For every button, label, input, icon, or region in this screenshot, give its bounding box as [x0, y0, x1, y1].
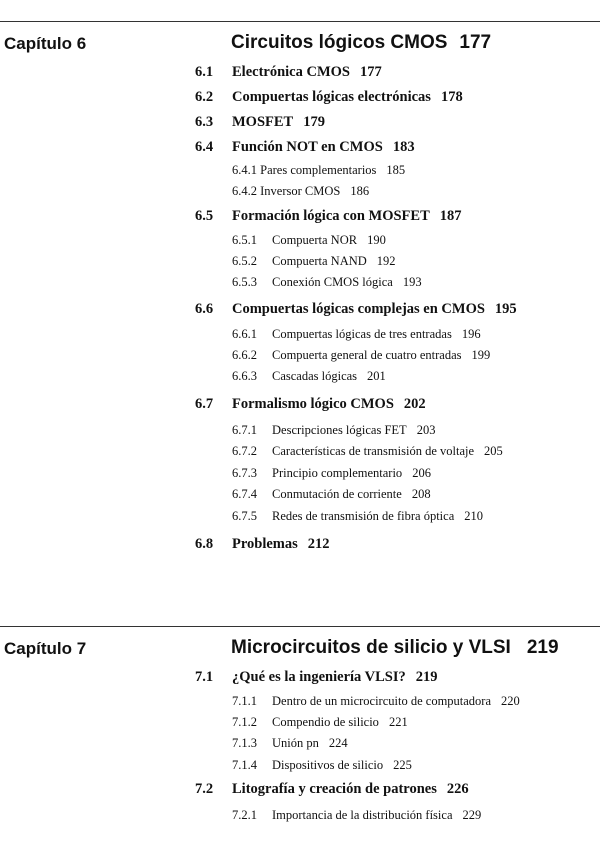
subsection-number: 6.5.3: [232, 275, 257, 289]
subsection-title: Conmutación de corriente: [272, 487, 402, 501]
toc-subsection: [232, 715, 408, 730]
toc-subsection: [232, 369, 386, 384]
section-page: 183: [392, 139, 415, 155]
subsection-number: 7.1.3: [232, 736, 257, 750]
section-number: 6.3: [195, 114, 214, 130]
subsection-number: 7.1.4: [232, 758, 257, 772]
section-number: 6.6: [195, 301, 214, 317]
toc-subsection: [232, 736, 348, 751]
toc-subsection: [232, 466, 431, 481]
section-title: Litografía y creación de patrones: [232, 781, 437, 797]
subsection-title: Inversor CMOS: [260, 184, 341, 198]
section-title: ¿Qué es la ingeniería VLSI?: [232, 669, 406, 685]
subsection-page: 205: [484, 444, 503, 458]
section-title: Problemas: [232, 536, 298, 552]
subsection-page: 220: [501, 694, 520, 708]
subsection-page: 203: [416, 423, 436, 437]
chapter-7-page: 219: [526, 637, 559, 658]
section-title: Formación lógica con MOSFET: [232, 208, 430, 224]
subsection-title: Dispositivos de silicio: [272, 758, 384, 772]
subsection-title: Descripciones lógicas FET: [272, 423, 407, 437]
subsection-title: Unión pn: [272, 736, 319, 750]
subsection-title: Compuerta general de cuatro entradas: [272, 348, 462, 362]
subsection-page: 225: [393, 758, 412, 772]
subsection-page: 190: [367, 233, 386, 247]
toc-subsection: [232, 808, 481, 823]
section-title: Compuertas lógicas electrónicas: [232, 89, 431, 105]
section-title: Electrónica CMOS: [232, 64, 350, 80]
subsection-title: Pares complementarios: [260, 163, 377, 177]
subsection-title: Redes de transmisión de fibra óptica: [272, 509, 455, 523]
chapter-7-label: Capítulo 7: [4, 639, 87, 658]
chapter-7-title-line: [231, 637, 559, 659]
toc-subsection: [232, 275, 422, 290]
subsection-number: 6.7.2: [232, 444, 257, 458]
subsection-page: 221: [388, 715, 408, 729]
section-number: 6.5: [195, 208, 214, 224]
subsection-title: Dentro de un microcircuito de computadora: [272, 694, 492, 708]
subsection-page: 193: [402, 275, 422, 289]
subsection-number: 6.5.1: [232, 233, 257, 247]
toc-subsection: [232, 327, 481, 342]
section-number: 6.1: [195, 64, 214, 80]
subsection-number: 6.7.4: [232, 487, 257, 501]
toc-section: [195, 536, 330, 553]
subsection-title: Conexión CMOS lógica: [272, 275, 393, 289]
subsection-page: 185: [386, 163, 406, 177]
subsection-title: Principio complementario: [272, 466, 403, 480]
subsection-number: 6.4.2: [232, 184, 257, 198]
subsection-page: 199: [471, 348, 491, 362]
section-number: 6.2: [195, 89, 214, 105]
section-title: Formalismo lógico CMOS: [232, 396, 394, 412]
toc-section: [195, 139, 415, 156]
section-number: 7.2: [195, 781, 214, 797]
subsection-page: 224: [328, 736, 348, 750]
subsection-number: 6.7.5: [232, 509, 257, 523]
subsection-number: 7.1.2: [232, 715, 257, 729]
subsection-page: 206: [412, 466, 431, 480]
toc-section: [195, 396, 426, 413]
chapter-6-rule: [0, 21, 600, 22]
toc-section: [195, 89, 463, 106]
chapter-6-title: Circuitos lógicos CMOS: [231, 32, 448, 53]
section-number: 6.4: [195, 139, 214, 155]
subsection-page: 192: [376, 254, 396, 268]
toc-subsection: [232, 487, 431, 502]
subsection-page: 201: [367, 369, 386, 383]
section-title: Función NOT en CMOS: [232, 139, 383, 155]
toc-subsection: [232, 509, 483, 524]
section-page: 177: [360, 64, 382, 80]
subsection-number: 7.1.1: [232, 694, 257, 708]
section-title: Compuertas lógicas complejas en CMOS: [232, 301, 485, 317]
toc-section: [195, 669, 438, 686]
toc-subsection: [232, 233, 386, 248]
toc-subsection: [232, 184, 369, 199]
subsection-number: 6.6.2: [232, 348, 257, 362]
subsection-number: 6.7.1: [232, 423, 257, 437]
subsection-page: 208: [411, 487, 431, 501]
toc-subsection: [232, 254, 396, 269]
toc-section: [195, 301, 517, 318]
chapter-6-label: Capítulo 6: [4, 34, 87, 53]
section-page: 195: [494, 301, 517, 317]
subsection-title: Características de transmisión de voltaje: [272, 444, 475, 458]
toc-subsection: [232, 423, 435, 438]
toc-subsection: [232, 694, 520, 709]
section-number: 6.7: [195, 396, 214, 412]
toc-subsection: [232, 348, 490, 363]
subsection-number: 7.2.1: [232, 808, 257, 822]
section-page: 226: [446, 781, 469, 797]
section-number: 6.8: [195, 536, 214, 552]
subsection-title: Importancia de la distribución física: [272, 808, 453, 822]
toc-subsection: [232, 444, 503, 459]
subsection-number: 6.4.1: [232, 163, 257, 177]
chapter-6-page: 177: [459, 32, 492, 53]
section-page: 212: [307, 536, 330, 552]
section-page: 178: [440, 89, 463, 105]
section-number: 7.1: [195, 669, 214, 685]
chapter-6-title-line: [231, 32, 491, 54]
toc-section: [195, 64, 382, 81]
toc-section: [195, 208, 462, 225]
subsection-title: Compendio de silicio: [272, 715, 379, 729]
subsection-number: 6.6.3: [232, 369, 257, 383]
section-title: MOSFET: [232, 114, 294, 130]
subsection-number: 6.7.3: [232, 466, 257, 480]
toc-subsection: [232, 163, 405, 178]
toc-subsection: [232, 758, 412, 773]
subsection-number: 6.6.1: [232, 327, 257, 341]
toc-section: [195, 781, 469, 798]
subsection-page: 196: [461, 327, 481, 341]
subsection-title: Compuerta NOR: [272, 233, 358, 247]
section-page: 219: [415, 669, 438, 685]
subsection-title: Cascadas lógicas: [272, 369, 358, 383]
section-page: 187: [439, 208, 462, 224]
subsection-title: Compuerta NAND: [272, 254, 367, 268]
section-page: 179: [303, 114, 325, 130]
chapter-7-rule: [0, 626, 600, 627]
subsection-page: 210: [464, 509, 483, 523]
subsection-page: 229: [462, 808, 482, 822]
subsection-number: 6.5.2: [232, 254, 257, 268]
subsection-title: Compuertas lógicas de tres entradas: [272, 327, 452, 341]
subsection-page: 186: [350, 184, 370, 198]
section-page: 202: [403, 396, 426, 412]
chapter-7-title: Microcircuitos de silicio y VLSI: [231, 637, 511, 658]
toc-section: [195, 114, 325, 131]
